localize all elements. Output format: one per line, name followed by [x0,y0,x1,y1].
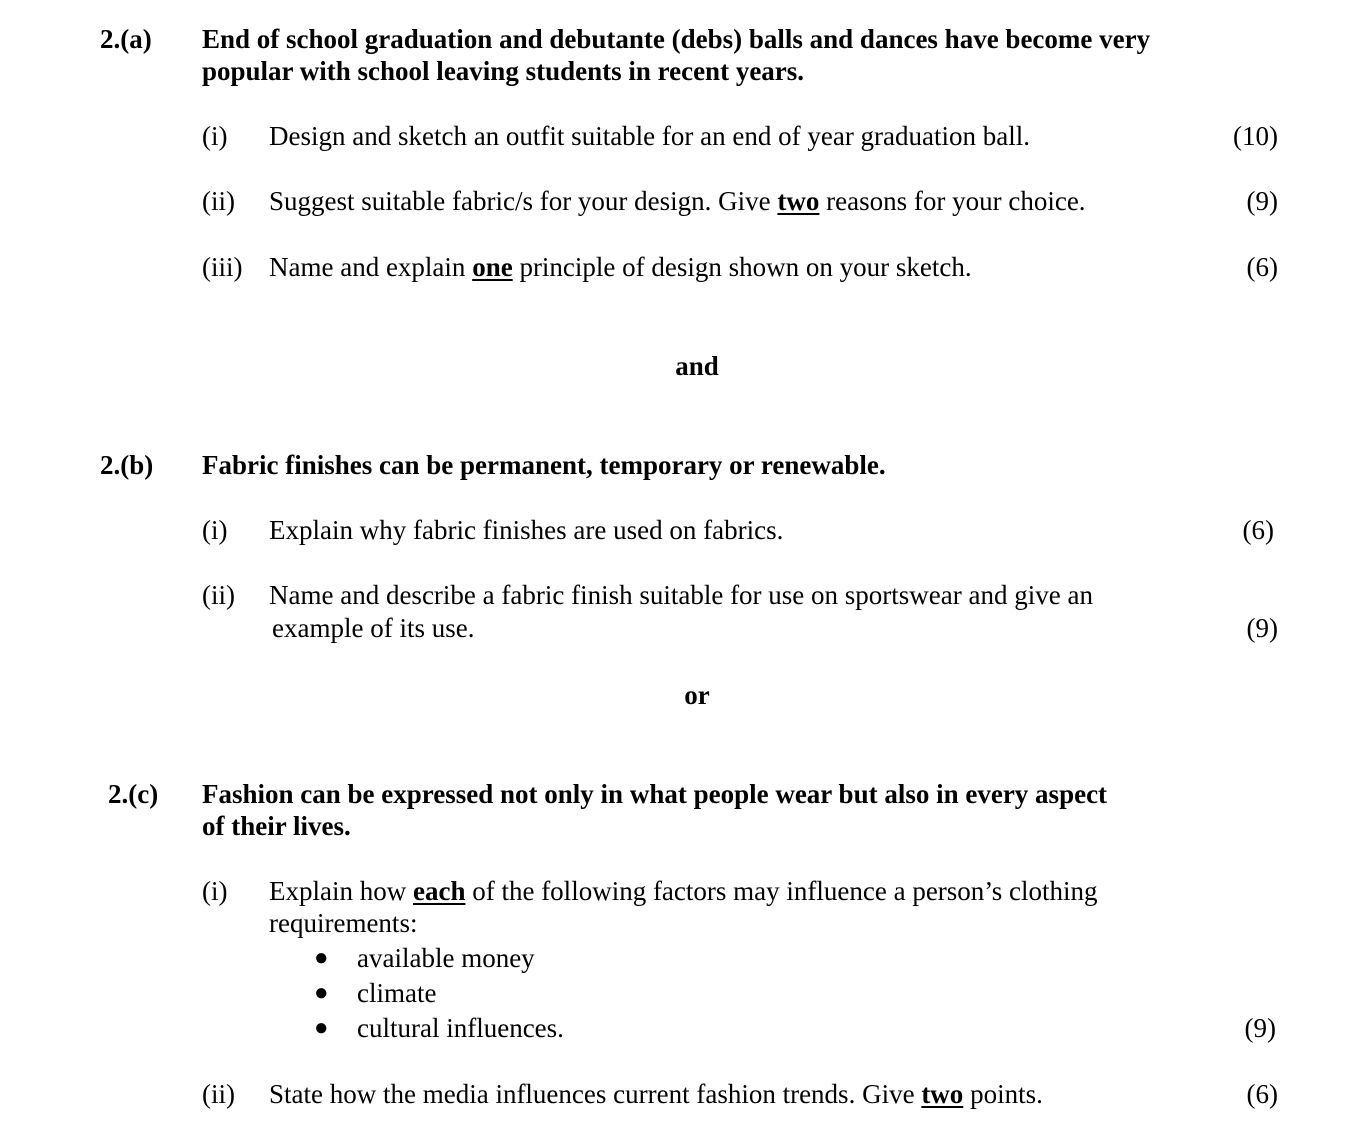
part-2b-ii-marks: (9) [1246,613,1278,643]
part-2b-ii-label: (ii) [202,580,235,610]
part-2a-ii-label: (ii) [202,186,235,216]
part-2a-ii-marks: (9) [1246,186,1278,216]
part-2a-ii-emphasis: two [777,186,820,216]
part-2b-i-text: Explain why fabric finishes are used on fabrics. [269,515,784,545]
conjunction-and: and [675,351,719,381]
part-2c-i-line1 [269,875,1098,908]
question-number-2b: 2.(b) [100,450,154,480]
bullet-icon: ● [314,945,329,971]
part-2b-ii-line1: Name and describe a fabric finish suitable for use on sportswear and give an [269,580,1093,610]
bullet-item-available-money: available money [357,943,535,973]
part-2c-ii-text [269,1078,1043,1111]
bullet-icon: ● [314,980,329,1006]
part-2a-iii-text-pre: Name and explain [269,252,473,282]
part-2a-ii-text-pre: Suggest suitable fabric/s for your design. Give [269,186,778,216]
bullet-item-climate: climate [357,978,437,1008]
part-2c-ii-text-pre: State how the media influences current fashion trends. Give [269,1079,922,1109]
part-2a-iii-marks: (6) [1246,252,1278,282]
question-number-2c: 2.(c) [108,779,159,809]
part-2a-ii-text-post: reasons for your choice. [819,186,1086,216]
part-2c-ii-marks: (6) [1246,1079,1278,1109]
part-2a-iii-emphasis: one [472,252,513,282]
part-2c-i-text-post: of the following factors may influence a person’s clothing [465,876,1098,906]
part-2c-i-text [269,875,1098,939]
part-2a-iii-text-post: principle of design shown on your sketch. [512,252,972,282]
conjunction-or: or [684,680,710,710]
question-2a-stem-line2: popular with school leaving students in recent years. [202,56,805,86]
question-2b-stem: Fabric finishes can be permanent, temporary or renewable. [202,450,886,480]
part-2c-i-line2: requirements: [269,908,418,938]
question-2c-stem-line2: of their lives. [202,811,351,841]
part-2a-iii-text [269,251,972,284]
question-2a-stem [202,23,1150,87]
part-2c-i-text-pre: Explain how [269,876,413,906]
part-2b-ii-line2: example of its use. [272,613,475,643]
bullet-icon: ● [314,1015,329,1041]
question-number-2a: 2.(a) [100,24,152,54]
part-2b-i-marks: (6) [1242,515,1274,545]
part-2a-i-marks: (10) [1233,121,1278,151]
question-2c-stem [202,778,1107,842]
part-2c-ii-label: (ii) [202,1079,235,1109]
part-2c-i-marks: (9) [1244,1013,1276,1043]
question-2c-stem-line1: Fashion can be expressed not only in what people wear but also in every aspect [202,779,1108,809]
part-2a-ii-text [269,185,1086,218]
part-2a-i-text: Design and sketch an outfit suitable for an end of year graduation ball. [269,121,1031,151]
part-2c-i-label: (i) [202,876,228,906]
part-2c-i-emphasis: each [412,876,466,906]
part-2c-ii-text-post: points. [963,1079,1043,1109]
part-2b-ii-text [269,579,1093,645]
part-2a-iii-label: (iii) [202,252,243,282]
part-2a-i-label: (i) [202,121,228,151]
question-2a-stem-line1: End of school graduation and debutante (debs) balls and dances have become very [202,24,1151,54]
part-2c-ii-emphasis: two [921,1079,964,1109]
part-2b-i-label: (i) [202,515,228,545]
bullet-item-cultural-influences: cultural influences. [357,1013,564,1043]
